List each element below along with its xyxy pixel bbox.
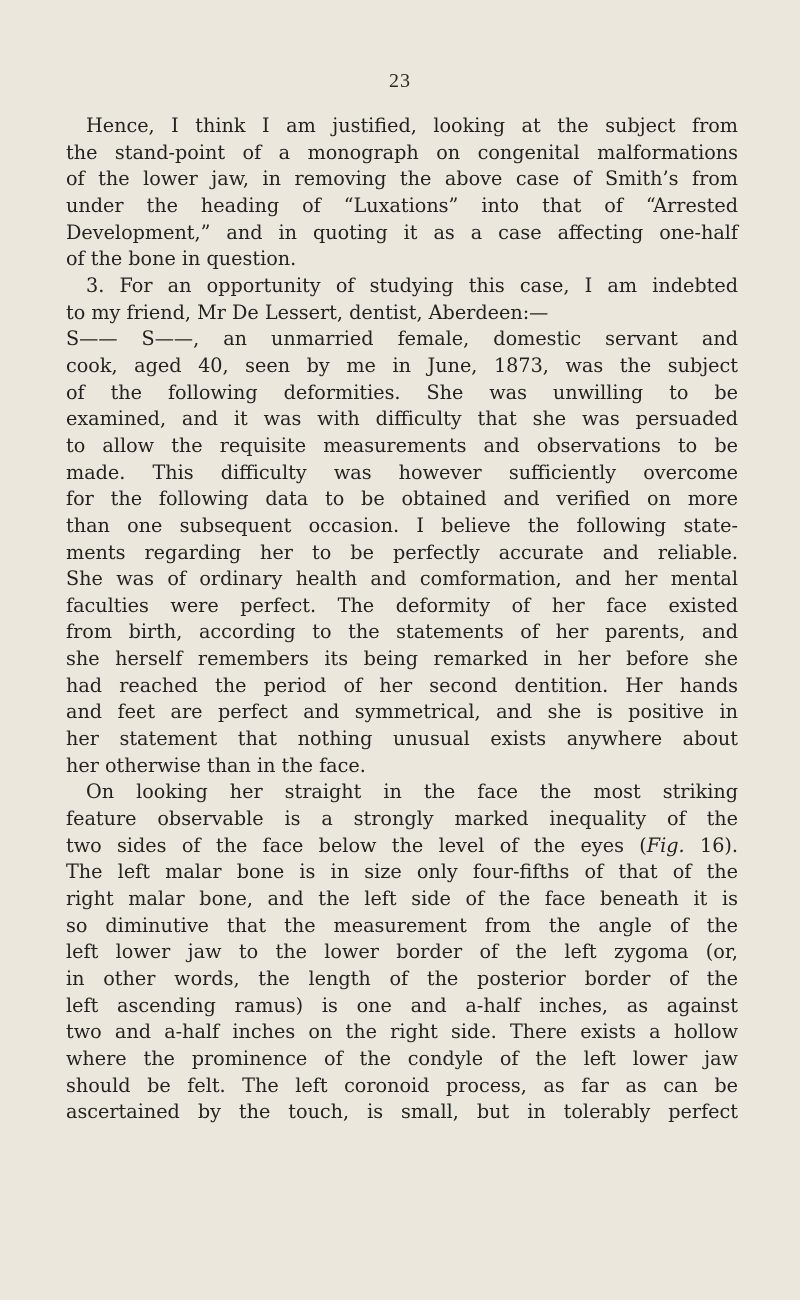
text-line: and feet are perfect and symmetrical, and she is positive in (66, 700, 738, 724)
text-line: right malar bone, and the left side of the face beneath it is (66, 887, 738, 911)
text-line: to allow the requisite measurements and observations to be (66, 433, 738, 457)
text-line: should be felt. The left coronoid process, as far as can be (66, 1073, 738, 1097)
body-text (66, 113, 738, 1126)
text-line: the stand-point of a monograph on congenital malformations (66, 140, 738, 164)
text-line: she herself remembers its being remarked in her before she (66, 647, 738, 671)
text-line: left lower jaw to the lower border of the left zygoma (or, (66, 940, 738, 964)
page-number: 23 (389, 70, 411, 92)
text-line: where the prominence of the condyle of the left lower jaw (66, 1046, 738, 1070)
text-line: two and a-half inches on the right side. There exists a hollow (66, 1020, 738, 1044)
text-line: 3. For an opportunity of studying this case, I am indebted (86, 273, 738, 297)
text-line: made. This difficulty was however sufficiently overcome (66, 460, 738, 484)
text-line: left ascending ramus) is one and a-half inches, as against (66, 993, 738, 1017)
figure-reference: Fig. (646, 833, 685, 857)
text-line: two sides of the face below the level of the eyes (Fig. 16). (66, 833, 739, 857)
text-line: her otherwise than in the face. (66, 753, 366, 777)
text-line: of the lower jaw, in removing the above case of Smith’s from (66, 167, 738, 191)
text-line: Hence, I think I am justified, looking at the subject from (86, 114, 738, 137)
text-line: for the following data to be obtained and verified on more (66, 487, 738, 511)
text-line: On looking her straight in the face the most striking (86, 780, 738, 804)
text-line: cook, aged 40, seen by me in June, 1873, was the subject (66, 353, 738, 377)
text-line: so diminutive that the measurement from the angle of the (66, 913, 738, 937)
text-line: examined, and it was with difficulty that she was persuaded (66, 407, 738, 431)
text-line: S—— S——, an unmarried female, domestic servant and (66, 327, 738, 351)
text-line: had reached the period of her second dentition. Her hands (66, 673, 738, 697)
text-line: of the following deformities. She was unwilling to be (66, 380, 738, 404)
text-line: in other words, the length of the posterior border of the (66, 967, 738, 990)
text-line: faculties were perfect. The deformity of her face existed (66, 593, 738, 617)
text-line: to my friend, Mr De Lessert, dentist, Aberdeen:— (66, 300, 549, 324)
text-line: Development,” and in quoting it as a case affecting one-half (66, 220, 738, 244)
text-line: She was of ordinary health and comformation, and her mental (66, 567, 738, 591)
text-line: of the bone in question. (66, 247, 297, 271)
text-line: The left malar bone is in size only four-fifths of that of the (66, 860, 738, 884)
text-line: her statement that nothing unusual exists anywhere about (66, 727, 738, 751)
text-line: than one subsequent occasion. I believe the following state- (66, 513, 738, 537)
text-line: under the heading of “Luxations” into that of “Arrested (66, 193, 738, 217)
text-line: from birth, according to the statements of her parents, and (66, 620, 738, 644)
text-line: ascertained by the touch, is small, but in tolerably perfect (66, 1100, 738, 1124)
text-line: ments regarding her to be perfectly accurate and reliable. (66, 540, 738, 564)
text-line: feature observable is a strongly marked inequality of the (66, 807, 738, 831)
